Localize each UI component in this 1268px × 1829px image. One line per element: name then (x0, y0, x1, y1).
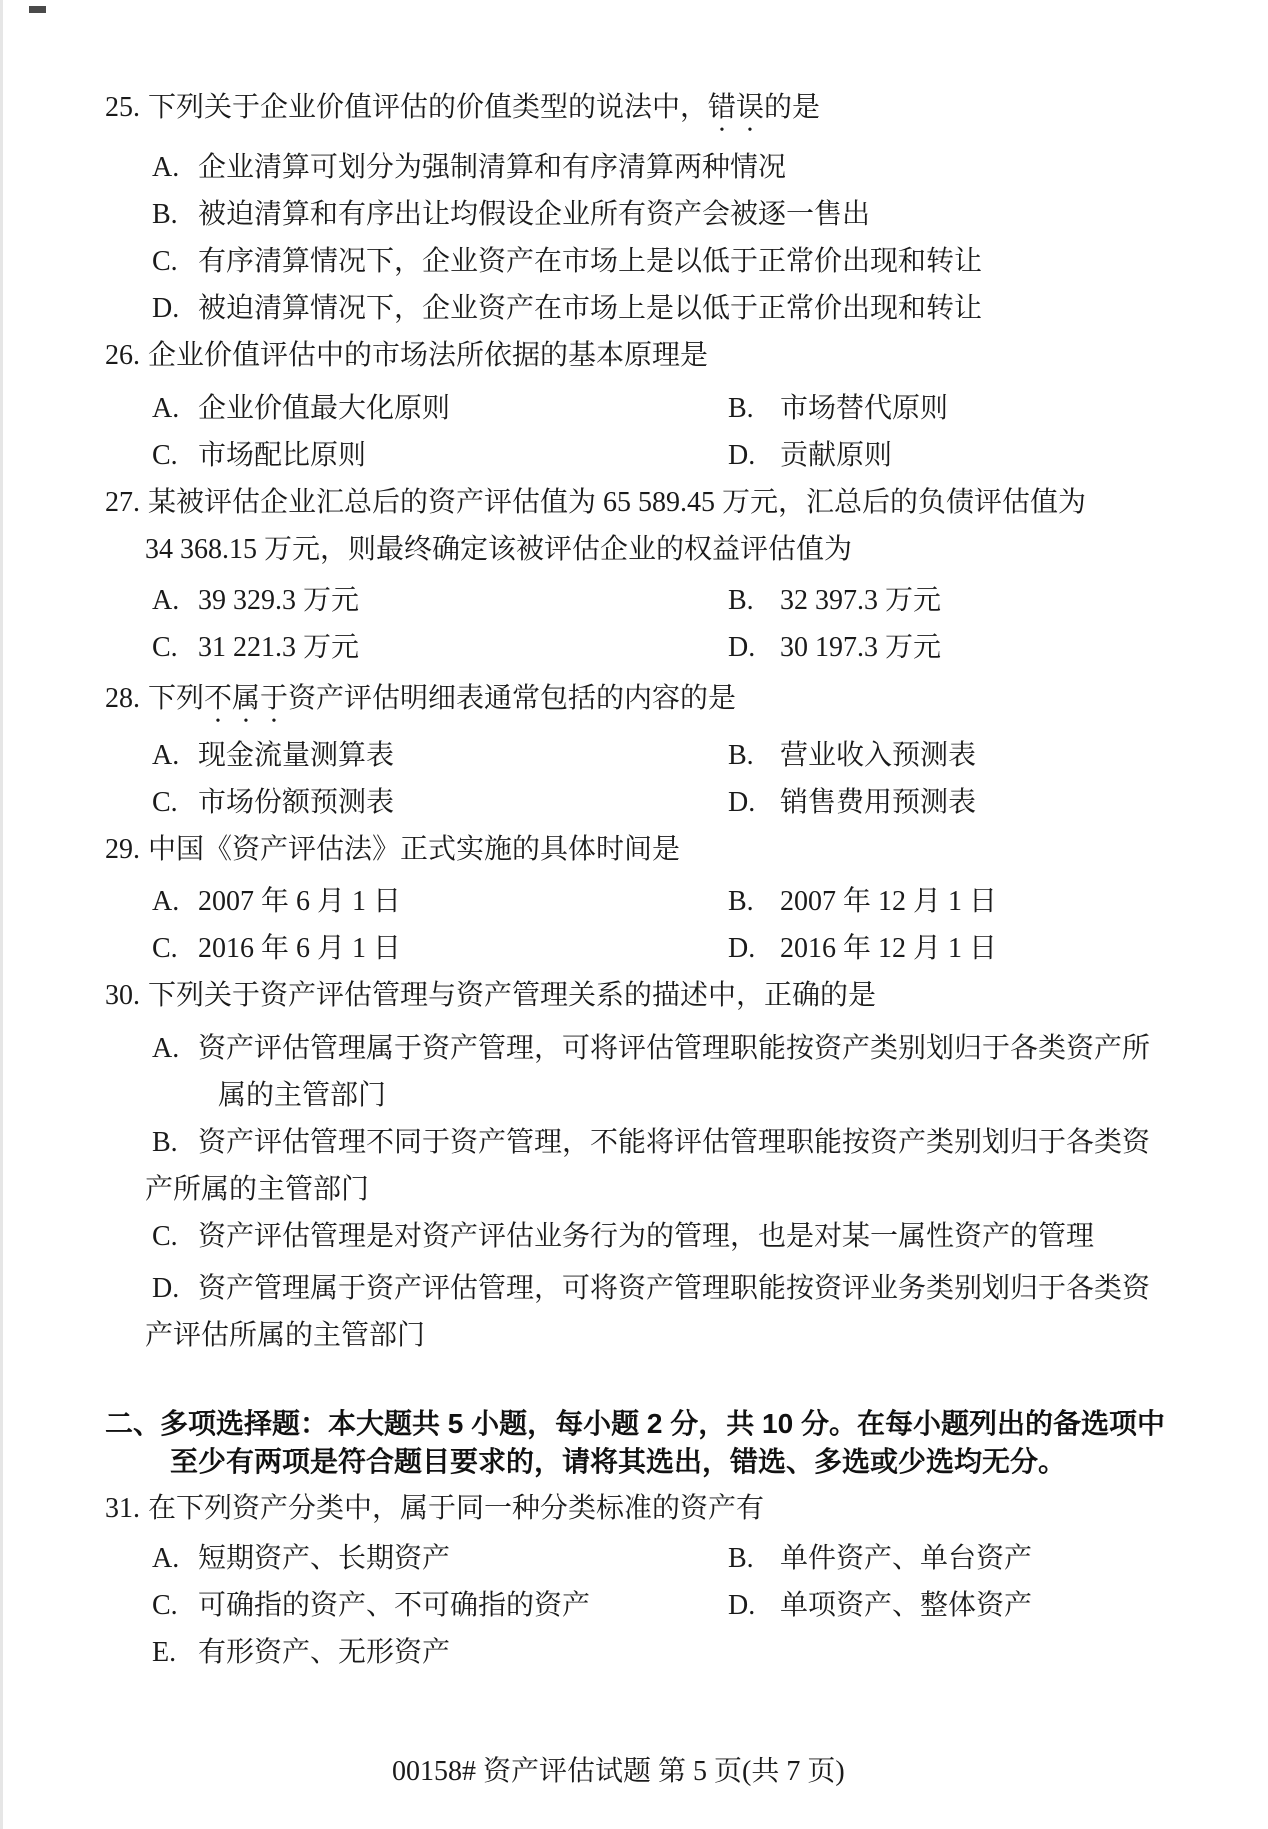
option-text: 2007 年 12 月 1 日 (780, 886, 998, 917)
option-label: B. (728, 886, 754, 917)
question-30-option-b-line-1 (105, 1119, 1180, 1166)
option-label: B. (728, 740, 754, 771)
option-text: 32 397.3 万元 (780, 585, 942, 616)
question-30-option-d-line-1 (105, 1265, 1180, 1312)
question-28 (105, 675, 1180, 722)
question-27-text-line-1: 某被评估企业汇总后的资产评估值为 65 589.45 万元，汇总后的负债评估值为 (148, 487, 1087, 518)
question-27-option-d (728, 624, 941, 671)
question-25-number: 25. (105, 92, 140, 123)
option-label: A. (152, 1543, 180, 1574)
option-label: A. (152, 152, 180, 183)
question-25-text-pre: 下列关于企业价值评估的价值类型的说法中， (148, 92, 709, 123)
page-footer: 00158# 资产评估试题 第 5 页(共 7 页) (392, 1756, 845, 1787)
question-31 (105, 1485, 1180, 1532)
question-28-option-c (152, 779, 728, 826)
scan-edge-artifact (0, 0, 3, 1829)
question-28-options-row-2 (105, 779, 1180, 826)
question-25-text-post: 的是 (764, 92, 821, 123)
option-text: 2016 年 12 月 1 日 (780, 933, 998, 964)
exam-content (105, 84, 1180, 1676)
option-text: 资产评估管理不同于资产管理，不能将评估管理职能按资产类别划归于各类资 (198, 1127, 1151, 1158)
option-text: 单项资产、整体资产 (780, 1590, 1033, 1621)
option-text: 市场份额预测表 (198, 787, 395, 818)
option-label: C. (152, 1590, 178, 1621)
option-text: 短期资产、长期资产 (198, 1543, 451, 1574)
question-26-options-row-2 (105, 432, 1180, 479)
question-27-option-a (152, 577, 728, 624)
question-27 (105, 479, 1180, 526)
question-26-options-row-1 (105, 385, 1180, 432)
question-26-number: 26. (105, 340, 140, 371)
question-30-number: 30. (105, 980, 140, 1011)
question-28-option-d (728, 779, 976, 826)
question-25-option-c (105, 238, 1180, 285)
option-text: 30 197.3 万元 (780, 632, 942, 663)
option-text: 企业清算可划分为强制清算和有序清算两种情况 (198, 152, 787, 183)
option-label: C. (152, 787, 178, 818)
option-text: 单件资产、单台资产 (780, 1543, 1033, 1574)
section-2-instructions-line-1: 多项选择题：本大题共 5 小题，每小题 2 分，共 10 分。在每小题列出的备选项中 (160, 1408, 1165, 1439)
option-text: 资产评估管理属于资产管理，可将评估管理职能按资产类别划归于各类资产所 (198, 1033, 1151, 1064)
question-27-options-row-1 (105, 577, 1180, 624)
option-text: 营业收入预测表 (780, 740, 977, 771)
question-25-option-a (105, 144, 1180, 191)
question-31-text: 在下列资产分类中，属于同一种分类标准的资产有 (148, 1493, 765, 1524)
question-25-option-d (105, 285, 1180, 332)
question-26-option-d (728, 432, 892, 479)
section-2-header (105, 1400, 1180, 1438)
question-26 (105, 332, 1180, 379)
option-text: 被迫清算情况下，企业资产在市场上是以低于正常价出现和转让 (198, 293, 983, 324)
question-30 (105, 972, 1180, 1019)
option-text: 可确指的资产、不可确指的资产 (198, 1590, 591, 1621)
question-31-option-b (728, 1535, 1032, 1582)
question-26-option-c (152, 432, 728, 479)
question-29-options-row-2 (105, 925, 1180, 972)
question-28-options-row-1 (105, 732, 1180, 779)
question-29-text: 中国《资产评估法》正式实施的具体时间是 (148, 834, 681, 865)
question-27-text-line-2: 34 368.15 万元，则最终确定该被评估企业的权益评估值为 (145, 534, 853, 565)
option-text: 企业价值最大化原则 (198, 393, 451, 424)
question-31-option-c (152, 1582, 728, 1629)
option-label: C. (152, 933, 178, 964)
question-31-number: 31. (105, 1493, 140, 1524)
option-label: D. (728, 787, 756, 818)
question-27-option-c (152, 624, 728, 671)
question-28-text (148, 675, 1180, 722)
option-label: C. (152, 246, 178, 277)
option-text: 39 329.3 万元 (198, 585, 360, 616)
question-31-options-row-2 (105, 1582, 1180, 1629)
question-31-option-d (728, 1582, 1032, 1629)
question-28-option-b (728, 732, 976, 779)
question-28-text-pre: 下列 (148, 683, 205, 714)
question-25 (105, 84, 1180, 131)
option-text: 有序清算情况下，企业资产在市场上是以低于正常价出现和转让 (198, 246, 983, 277)
question-30-option-b-line-2: 产所属的主管部门 (145, 1174, 370, 1205)
question-29-option-c (152, 925, 728, 972)
option-label: B. (152, 199, 178, 230)
question-31-option-e (105, 1629, 1180, 1676)
question-27-option-b (728, 577, 941, 624)
question-30-option-c (105, 1213, 1180, 1260)
option-label: C. (152, 1221, 178, 1252)
option-text: 市场替代原则 (780, 393, 949, 424)
option-label: C. (152, 632, 178, 663)
section-2-label: 二、 (105, 1408, 162, 1439)
question-28-text-post: 资产评估明细表通常包括的内容的是 (288, 683, 737, 714)
option-label: E. (152, 1637, 177, 1668)
option-label: A. (152, 393, 180, 424)
question-29-option-d (728, 925, 997, 972)
option-label: D. (152, 293, 180, 324)
question-31-options-row-1 (105, 1535, 1180, 1582)
question-27-options-row-2 (105, 624, 1180, 671)
question-25-text (148, 84, 1180, 131)
option-label: A. (152, 1033, 180, 1064)
question-30-option-a-line-2: 属的主管部门 (218, 1080, 387, 1111)
option-label: B. (728, 585, 754, 616)
option-label: A. (152, 585, 180, 616)
question-28-option-a (152, 732, 728, 779)
option-label: B. (728, 1543, 754, 1574)
option-label: D. (728, 1590, 756, 1621)
option-text: 销售费用预测表 (780, 787, 977, 818)
scan-corner-artifact (29, 6, 46, 13)
section-2-instructions-line-2: 至少有两项是符合题目要求的，请将其选出，错选、多选或少选均无分。 (170, 1446, 1067, 1477)
question-30-option-d-line-2: 产评估所属的主管部门 (145, 1320, 426, 1351)
option-text: 有形资产、无形资产 (198, 1637, 451, 1668)
option-label: D. (152, 1273, 180, 1304)
question-25-option-b (105, 191, 1180, 238)
option-label: A. (152, 886, 180, 917)
option-text: 资产管理属于资产评估管理，可将资产管理职能按资评业务类别划归于各类资 (198, 1273, 1151, 1304)
question-26-option-a (152, 385, 728, 432)
option-text: 被迫清算和有序出让均假设企业所有资产会被逐一售出 (198, 199, 871, 230)
option-label: B. (728, 393, 754, 424)
question-31-option-a (152, 1535, 728, 1582)
question-29-option-b (728, 878, 997, 925)
question-29-number: 29. (105, 834, 140, 865)
question-26-text: 企业价值评估中的市场法所依据的基本原理是 (148, 340, 709, 371)
question-28-text-emphasis: 不属于 (204, 683, 289, 714)
option-text: 31 221.3 万元 (198, 632, 360, 663)
question-30-option-a-line-1 (105, 1025, 1180, 1072)
question-27-number: 27. (105, 487, 140, 518)
option-label: D. (728, 440, 756, 471)
option-text: 资产评估管理是对资产评估业务行为的管理，也是对某一属性资产的管理 (198, 1221, 1095, 1252)
question-29 (105, 826, 1180, 873)
question-30-text: 下列关于资产评估管理与资产管理关系的描述中，正确的是 (148, 980, 877, 1011)
question-29-option-a (152, 878, 728, 925)
question-29-options-row-1 (105, 878, 1180, 925)
option-label: D. (728, 933, 756, 964)
option-label: A. (152, 740, 180, 771)
option-label: D. (728, 632, 756, 663)
option-text: 贡献原则 (780, 440, 893, 471)
question-28-number: 28. (105, 683, 140, 714)
option-label: B. (152, 1127, 178, 1158)
question-26-option-b (728, 385, 948, 432)
option-text: 2016 年 6 月 1 日 (198, 933, 402, 964)
question-25-text-emphasis: 错误 (708, 92, 765, 123)
option-text: 市场配比原则 (198, 440, 367, 471)
option-text: 现金流量测算表 (198, 740, 395, 771)
option-label: C. (152, 440, 178, 471)
option-text: 2007 年 6 月 1 日 (198, 886, 402, 917)
